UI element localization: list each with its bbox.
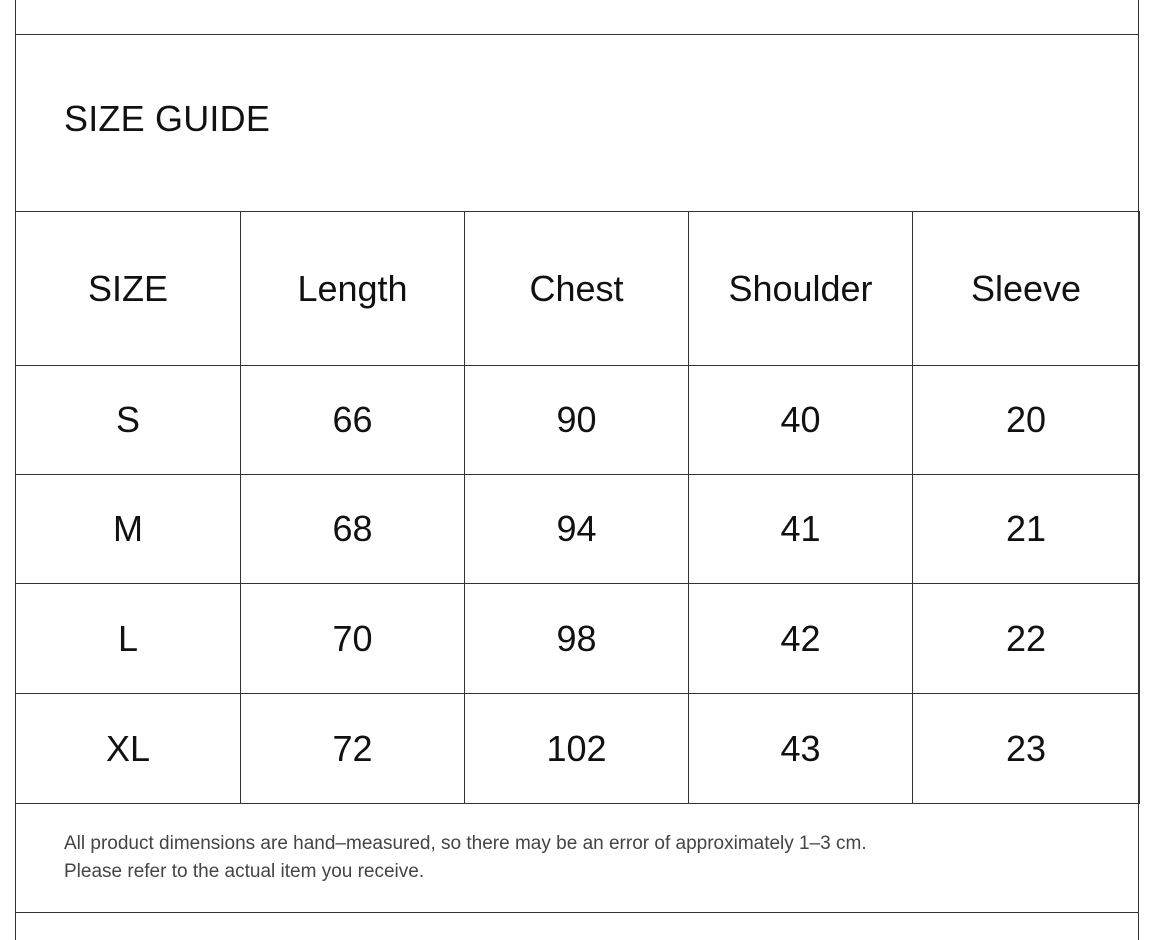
- sleeve-cell: 22: [913, 584, 1140, 694]
- size-table: [15, 211, 1140, 804]
- table-row: [16, 475, 1140, 584]
- chest-cell: 102: [465, 694, 689, 804]
- shoulder-cell: 40: [689, 366, 913, 475]
- length-cell: 68: [241, 475, 465, 584]
- column-header-length: Length: [241, 212, 465, 366]
- chest-cell: 98: [465, 584, 689, 694]
- measurement-note-line-1: All product dimensions are hand–measured, so there may be an error of approximately 1–3 cm.: [64, 833, 867, 854]
- length-cell: 70: [241, 584, 465, 694]
- sleeve-cell: 20: [913, 366, 1140, 475]
- size-cell: S: [16, 366, 241, 475]
- table-row: [16, 584, 1140, 694]
- measurement-note-line-2: Please refer to the actual item you receive.: [64, 861, 425, 882]
- column-header-size: SIZE: [16, 212, 241, 366]
- column-header-shoulder: Shoulder: [689, 212, 913, 366]
- shoulder-cell: 42: [689, 584, 913, 694]
- table-row: [16, 694, 1140, 804]
- shoulder-cell: 43: [689, 694, 913, 804]
- length-cell: 72: [241, 694, 465, 804]
- chest-cell: 94: [465, 475, 689, 584]
- measurement-note: [64, 830, 867, 886]
- shoulder-cell: 41: [689, 475, 913, 584]
- column-header-chest: Chest: [465, 212, 689, 366]
- chest-cell: 90: [465, 366, 689, 475]
- sleeve-cell: 21: [913, 475, 1140, 584]
- sleeve-cell: 23: [913, 694, 1140, 804]
- column-header-sleeve: Sleeve: [913, 212, 1140, 366]
- size-cell: M: [16, 475, 241, 584]
- size-cell: L: [16, 584, 241, 694]
- top-divider: [15, 34, 1139, 35]
- size-cell: XL: [16, 694, 241, 804]
- table-header-row: [16, 212, 1140, 366]
- page-title: SIZE GUIDE: [64, 98, 271, 139]
- bottom-divider: [15, 912, 1139, 913]
- table-row: [16, 366, 1140, 475]
- length-cell: 66: [241, 366, 465, 475]
